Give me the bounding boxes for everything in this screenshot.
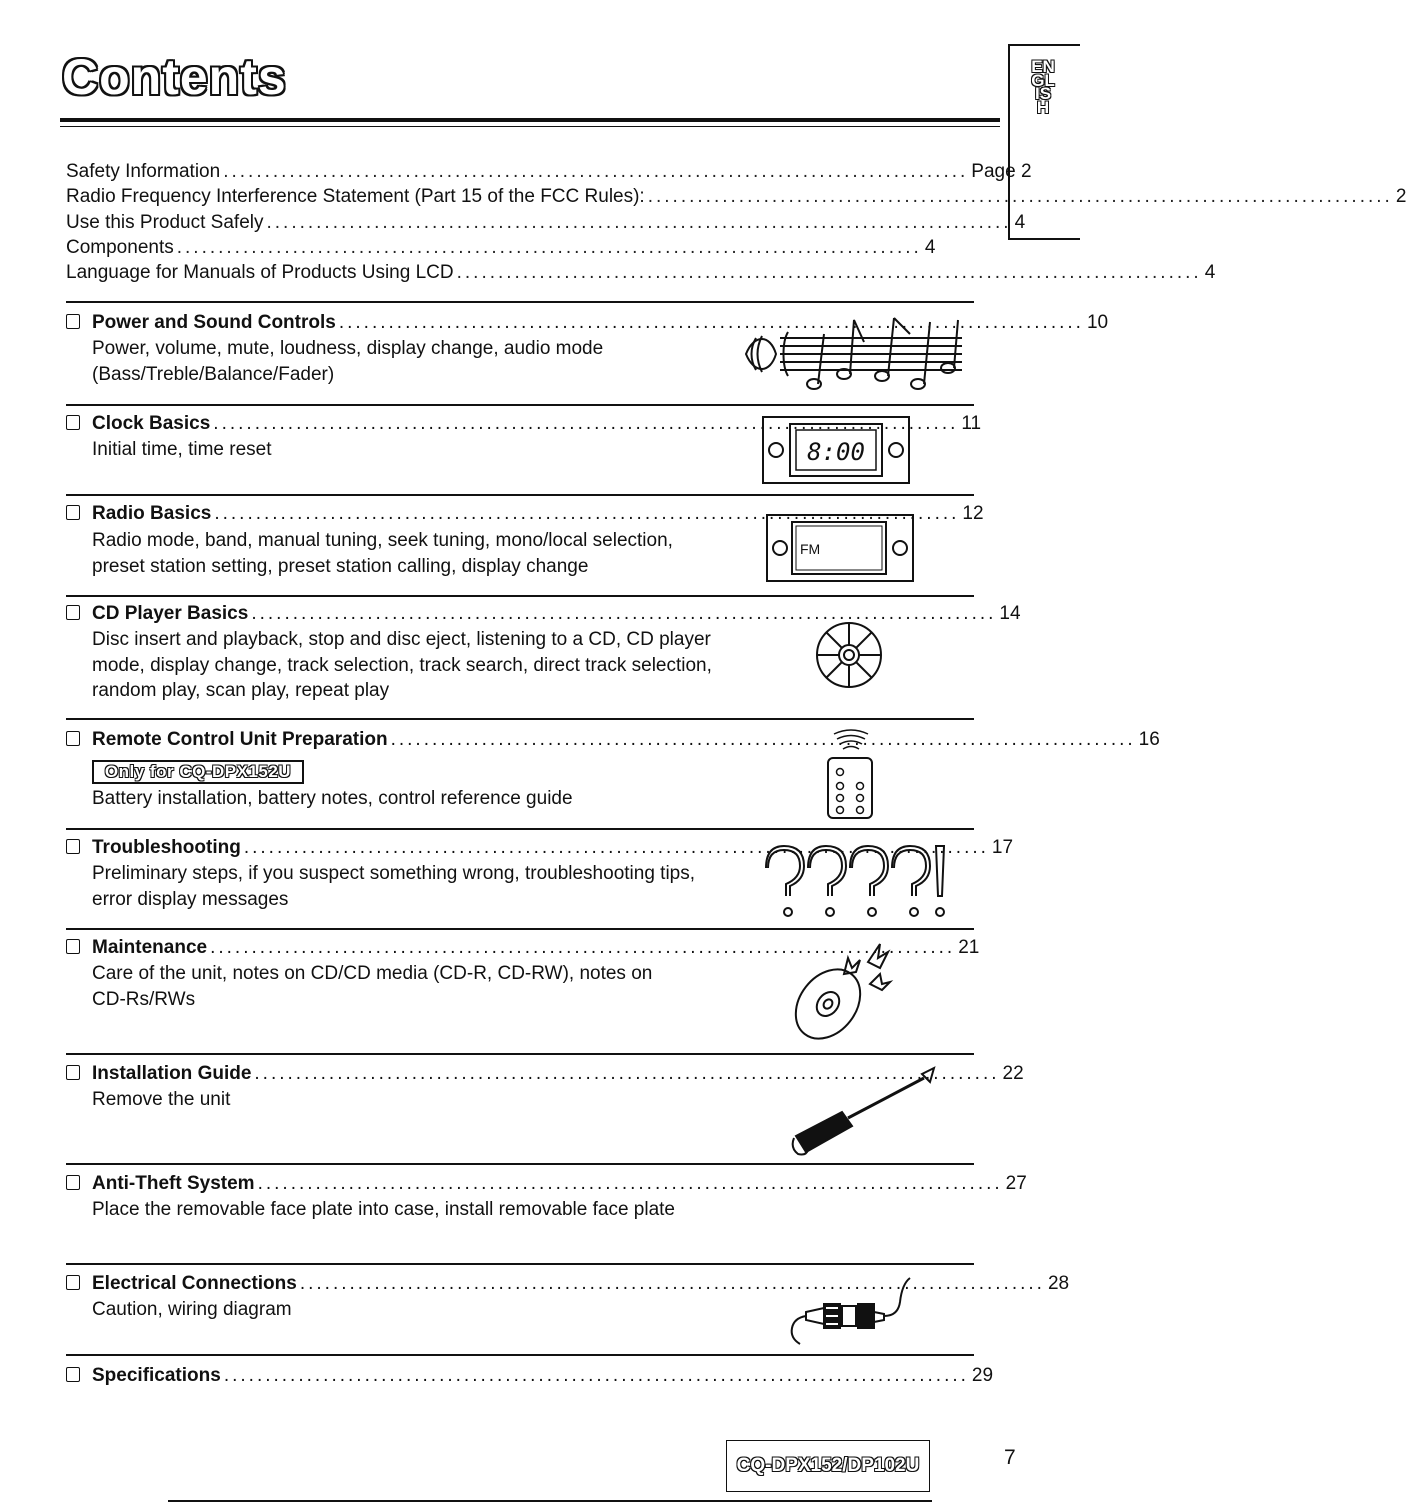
toc-entry-description: Remove the unit [92, 1089, 231, 1110]
toc-entry-radio-basics[interactable] [66, 502, 984, 526]
dot-leader: .......................................................................................... [176, 237, 922, 258]
section-divider [66, 494, 974, 496]
screwdriver-icon [788, 1064, 938, 1160]
cd-disc-icon [814, 620, 884, 690]
dot-leader: .......................................................................................... [213, 413, 959, 434]
dot-leader: .......................................................................................... [214, 503, 960, 524]
dot-leader: .......................................................................................... [251, 603, 997, 624]
checkbox-icon [66, 1367, 80, 1382]
dot-leader: .......................................................................................... [243, 837, 989, 858]
title-rule [60, 118, 1000, 122]
checkbox-icon [66, 1175, 80, 1190]
intro-entry-page: Page 2 [971, 161, 1032, 182]
toc-entry-page: 21 [958, 937, 980, 958]
section-divider [66, 1053, 974, 1055]
checkbox-icon [66, 415, 80, 430]
toc-entry-clock-basics[interactable] [66, 412, 982, 436]
intro-entry-page: 4 [924, 237, 936, 258]
wiring-connector-icon [776, 1272, 916, 1348]
toc-entry-page: 29 [971, 1365, 994, 1386]
toc-entry-title: Radio Basics [92, 503, 212, 524]
toc-entry-description: Power, volume, mute, loudness, display change, audio mode (Bass/Treble/Balance/Fader) [92, 338, 604, 385]
toc-entry-installation-guide[interactable] [66, 1062, 1024, 1086]
checkbox-icon [66, 1065, 80, 1080]
toc-entry-page: 22 [1002, 1063, 1024, 1084]
intro-entry-label: Radio Frequency Interference Statement (Part 15 of the FCC Rules): [66, 186, 645, 207]
intro-entry-page: 2 [1395, 186, 1406, 207]
section-divider [66, 828, 974, 830]
checkbox-icon [66, 605, 80, 620]
intro-entry-label: Components [66, 237, 174, 258]
checkbox-icon [66, 839, 80, 854]
toc-entry-page: 16 [1138, 729, 1160, 750]
toc-entry-title: Anti-Theft System [92, 1173, 255, 1194]
dot-leader: .......................................................................................... [254, 1063, 1000, 1084]
intro-entry[interactable] [66, 185, 1406, 209]
music-notes-icon [740, 298, 976, 394]
intro-entry[interactable] [66, 261, 1216, 285]
toc-entry-page: 28 [1047, 1273, 1070, 1294]
toc-entry-page: 12 [962, 503, 984, 524]
toc-entry-electrical-connections[interactable] [66, 1272, 1070, 1296]
toc-entry-page: 10 [1086, 312, 1109, 333]
checkbox-icon [66, 505, 80, 520]
toc-entry-description: Caution, wiring diagram [92, 1299, 292, 1320]
intro-entry-label: Language for Manuals of Products Using LCD [66, 262, 454, 283]
section-divider [66, 404, 974, 406]
dot-leader: .......................................................................................... [223, 1365, 969, 1386]
toc-entry-page: 17 [991, 837, 1014, 858]
toc-entry-troubleshooting[interactable] [66, 836, 1014, 860]
intro-entry-page: 4 [1014, 212, 1026, 233]
checkbox-icon [66, 939, 80, 954]
title-rule-thin [60, 126, 1000, 127]
disc-sparkle-icon [784, 938, 908, 1048]
dot-leader: .......................................................................................... [390, 729, 1136, 750]
checkbox-icon [66, 314, 80, 329]
toc-entry-description: Care of the unit, notes on CD/CD media (CD-R, CD-RW), notes on CD-Rs/RWs [92, 963, 653, 1010]
toc-entry-description: Place the removable face plate into case, install removable face plate [92, 1199, 675, 1220]
page-title: Contents [62, 49, 287, 105]
toc-entry-title: Specifications [92, 1365, 221, 1386]
intro-entry-label: Use this Product Safely [66, 212, 264, 233]
toc-entry-cd-player-basics[interactable] [66, 602, 1021, 626]
section-divider [66, 1163, 974, 1165]
dot-leader: .......................................................................................... [338, 312, 1084, 333]
clock-display-text: 8:00 [807, 438, 865, 466]
question-marks-icon [762, 840, 952, 920]
toc-entry-page: 11 [961, 413, 982, 434]
dot-leader: .......................................................................................... [257, 1173, 1003, 1194]
intro-entry-page: 4 [1204, 262, 1216, 283]
toc-entry-anti-theft-system[interactable] [66, 1172, 1027, 1196]
dot-leader: .......................................................................................... [647, 186, 1393, 207]
page-number: 7 [1004, 1446, 1016, 1469]
checkbox-icon [66, 1275, 80, 1290]
clock-display-icon [762, 416, 910, 484]
toc-entry-title: CD Player Basics [92, 603, 249, 624]
model-note-badge: Only for CQ-DPX152U [92, 760, 304, 784]
language-tab-label: ENGLISH [1031, 57, 1055, 117]
remote-control-icon [824, 728, 878, 822]
section-divider [66, 928, 974, 930]
toc-entry-title: Troubleshooting [92, 837, 241, 858]
radio-display-icon [766, 514, 914, 582]
toc-entry-maintenance[interactable] [66, 936, 980, 960]
intro-entry-label: Safety Information [66, 161, 221, 182]
dot-leader: .......................................................................................... [456, 262, 1202, 283]
dot-leader: .......................................................................................... [299, 1273, 1045, 1294]
toc-entry-title: Electrical Connections [92, 1273, 297, 1294]
toc-entry-description: Disc insert and playback, stop and disc eject, listening to a CD, CD player mode, display change, track selection, track search, direct track selection, random play, scan play, repeat play [92, 629, 712, 701]
dot-leader: .......................................................................................... [266, 212, 1012, 233]
toc-entry-title: Installation Guide [92, 1063, 252, 1084]
dot-leader: .......................................................................................... [210, 937, 956, 958]
intro-entry[interactable] [66, 160, 1032, 184]
toc-entry-title: Maintenance [92, 937, 208, 958]
toc-entry-description: Battery installation, battery notes, control reference guide [92, 788, 573, 809]
toc-entry-specifications[interactable] [66, 1364, 994, 1388]
checkbox-icon [66, 731, 80, 746]
model-number-badge: CQ-DPX152/DP102U [726, 1440, 930, 1492]
toc-entry-power-and-sound-controls[interactable] [66, 311, 1109, 335]
footer-rule [168, 1500, 932, 1502]
toc-entry-title: Clock Basics [92, 413, 211, 434]
toc-entry-title: Remote Control Unit Preparation [92, 729, 388, 750]
toc-entry-title: Power and Sound Controls [92, 312, 336, 333]
toc-entry-remote-control-unit-preparation[interactable] [66, 728, 1160, 752]
section-divider [66, 595, 974, 597]
toc-entry-description: Preliminary steps, if you suspect something wrong, troubleshooting tips, error display messages [92, 863, 696, 910]
section-divider [66, 718, 974, 720]
dot-leader: .......................................................................................... [223, 161, 969, 182]
section-divider [66, 1354, 974, 1356]
toc-entry-description: Radio mode, band, manual tuning, seek tuning, mono/local selection, preset station setting, preset station calling, display change [92, 530, 673, 577]
toc-entry-page: 27 [1005, 1173, 1027, 1194]
radio-display-text: FM [800, 541, 821, 557]
intro-entry[interactable] [66, 211, 1026, 235]
intro-entry[interactable] [66, 236, 936, 260]
toc-entry-description: Initial time, time reset [92, 439, 272, 460]
section-divider [66, 1263, 974, 1265]
toc-entry-page: 14 [999, 603, 1021, 624]
